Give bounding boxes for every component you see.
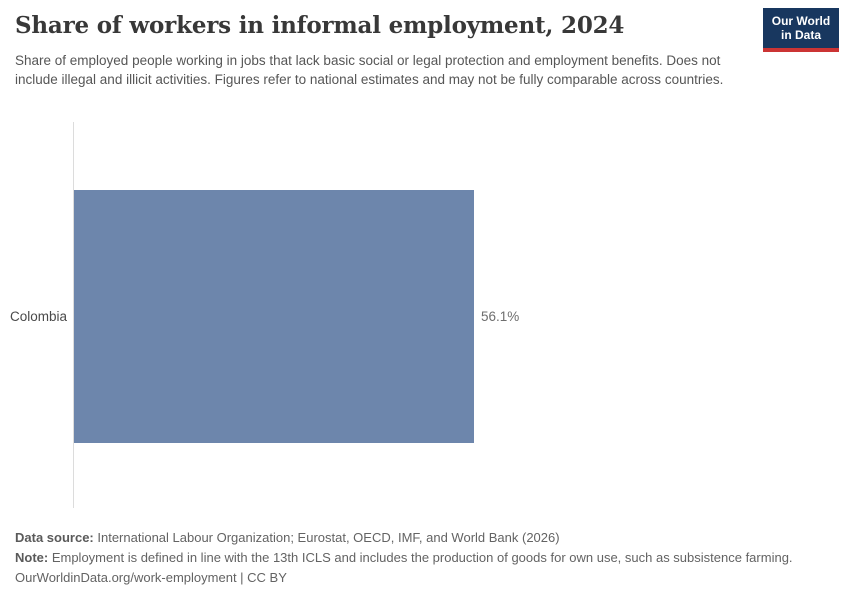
bar-colombia[interactable] (74, 190, 474, 443)
chart-subtitle: Share of employed people working in jobs that lack basic social or legal protection and employment benefits. Does not include illegal and illicit activities. Figures refer to national estimates and may not be fully comparable across countries. (15, 53, 724, 87)
value-label-colombia: 56.1% (481, 309, 520, 324)
note-label: Note: (15, 550, 49, 565)
chart-footer (15, 528, 835, 588)
citation-line: OurWorldinData.org/work-employment | CC BY (15, 570, 287, 585)
bar-track (74, 190, 474, 443)
data-source-label: Data source: (15, 530, 94, 545)
chart-title: Share of workers in informal employment, 2024 (15, 12, 625, 39)
data-source-text: International Labour Organization; Eurostat, OECD, IMF, and World Bank (2026) (93, 530, 560, 545)
note-line (15, 548, 835, 568)
owid-logo-line1: Our World (771, 13, 831, 28)
owid-logo-line2: in Data (780, 28, 821, 42)
category-label-colombia: Colombia (9, 309, 67, 324)
data-source-line (15, 528, 835, 548)
owid-logo[interactable] (763, 8, 839, 52)
note-text: Employment is defined in line with the 13th ICLS and includes the production of goods for own use, such as subsistence farming. (48, 550, 793, 565)
